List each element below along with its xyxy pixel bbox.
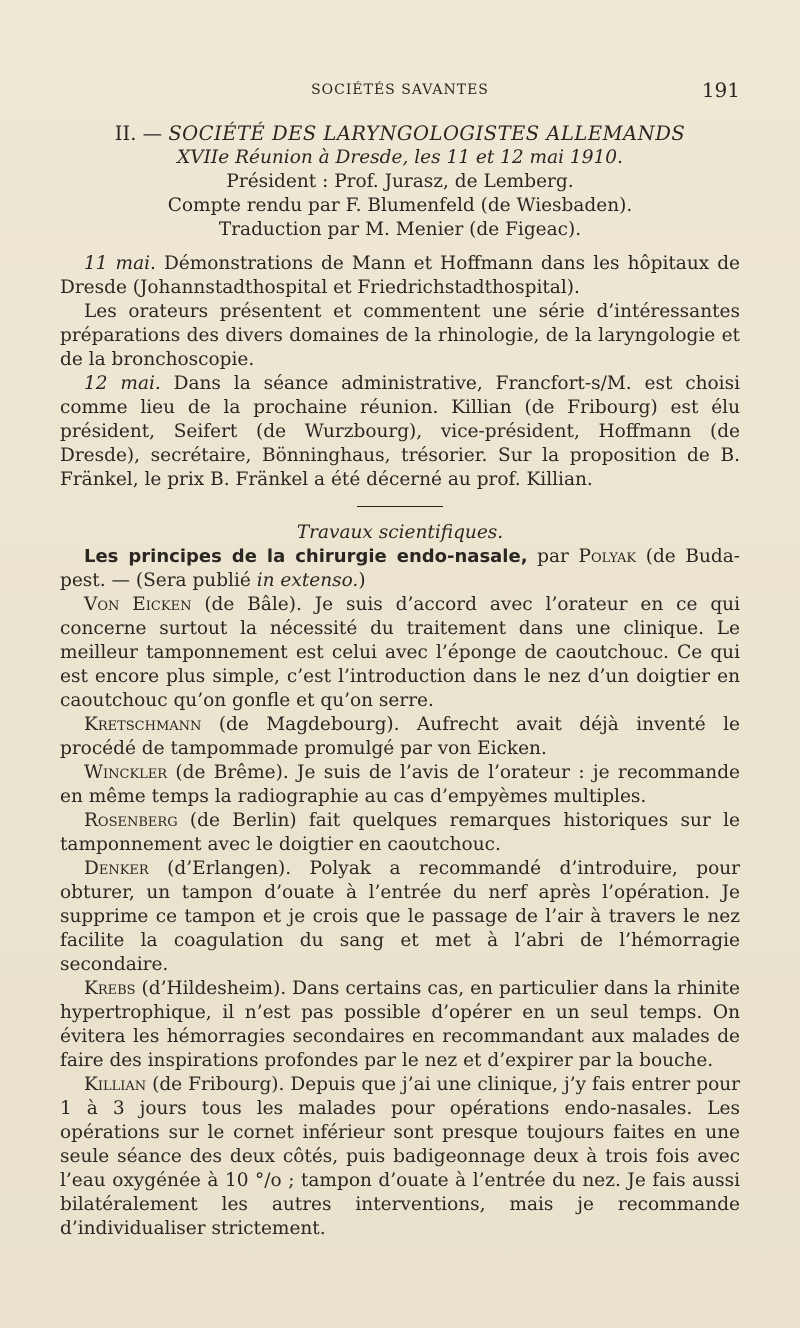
translation-line: Traduction par M. Menier (de Figeac). bbox=[218, 219, 582, 240]
page-body bbox=[60, 122, 740, 1241]
paragraph-11-mai bbox=[60, 252, 740, 300]
discussion-paragraph bbox=[60, 1073, 740, 1241]
paragraph-text: Démonstrations de Mann et Hoffmann dans les hôpitaux de Dresde (Johannstadthospital et Friedrichstadthospital). bbox=[60, 253, 740, 298]
travaux-heading: Travaux scientifiques. bbox=[296, 522, 504, 543]
article-author: Polyak bbox=[578, 546, 637, 567]
discussion-text: (de Magdebourg). Aufrecht avait déjà inventé le procédé de tampommade promulgé par von Eicken. bbox=[60, 714, 740, 759]
author-prefix: par bbox=[527, 546, 579, 567]
discussion-paragraph bbox=[60, 761, 740, 809]
separator-rule bbox=[357, 506, 443, 507]
discussion-text: (de Fribourg). Depuis que j’ai une clinique, j’y fais entrer pour 1 à 3 jours tous les malades pour opérations endo-nasales. Les opérations sur le cornet inférieur sont presque toujours faites en une seule séance des deux côtés, puis badigeonnage deux à trois fois avec l’eau oxygénée à 10 °/o ; tampon d’ouate à l’entrée du nez. Je fais aussi bilatéralement les autres interventions, mais je recommande d’individualiser strictement. bbox=[60, 1074, 740, 1239]
speaker-name: Killian bbox=[84, 1074, 147, 1095]
article-paragraph bbox=[60, 545, 740, 593]
report-line: Compte rendu par F. Blumenfeld (de Wiesbaden). bbox=[167, 195, 633, 216]
discussion-paragraph bbox=[60, 809, 740, 857]
speaker-name: Von Eicken bbox=[84, 594, 192, 615]
discussion-paragraph bbox=[60, 713, 740, 761]
president-line: Président : Prof. Jurasz, de Lemberg. bbox=[226, 171, 574, 192]
in-extenso: in extenso. bbox=[256, 570, 359, 591]
meeting-line: XVIIe Réunion à Dresde, les 11 et 12 mai 1910. bbox=[177, 147, 623, 168]
author-suffix: (de Buda-pest. — (Sera publié bbox=[60, 546, 741, 591]
discussion-text: (de Brême). Je suis de l’avis de l’orateur : je recommande en même temps la radiographie au cas d’empyèmes multiples. bbox=[60, 762, 740, 807]
speaker-name: Krebs bbox=[84, 978, 136, 999]
discussion-text: (d’Hildesheim). Dans certains cas, en particulier dans la rhinite hypertrophique, il n’est pas possible d’opérer en un seul temps. On évitera les hémorragies secondaires en recommandant aux malades de faire des inspirations profondes par le nez et d’expirer par la bouche. bbox=[60, 978, 740, 1071]
society-name: SOCIÉTÉ DES LARYNGOLOGISTES ALLEMANDS bbox=[168, 122, 686, 145]
page-number: 191 bbox=[701, 78, 740, 102]
section-number: II. — bbox=[114, 122, 163, 145]
discussion-text: (d’Erlangen). Polyak a recommandé d’introduire, pour obturer, un tampon d’ouate à l’entrée du nerf après l’opération. Je supprime ce tampon et je crois que le passage de l’air à travers le nez facilite la coagulation du sang et met à l’abri de l’hémorragie secondaire. bbox=[60, 858, 740, 975]
paragraph-text: Dans la séance administrative, Francfort-s/M. est choisi comme lieu de la prochaine réunion. Killian (de Fribourg) est élu président, Seifert (de Wurzbourg), vice-président, Hoffmann (de Dresde), secrétaire, Bönninghaus, trésorier. Sur la proposition de B. Fränkel, le prix B. Fränkel a été décerné au prof. Killian. bbox=[60, 373, 740, 490]
speaker-name: Winckler bbox=[84, 762, 168, 783]
speaker-name: Denker bbox=[84, 858, 149, 879]
discussion-paragraph bbox=[60, 857, 740, 977]
date-12-mai: 12 mai. bbox=[84, 373, 161, 394]
paragraph-orateurs: Les orateurs présentent et commentent une série d’intéressantes préparations des divers domaines de la rhinologie, de la laryngologie et de la bronchoscopie. bbox=[60, 301, 740, 370]
running-title: SOCIÉTÉS SAVANTES bbox=[311, 82, 489, 98]
discussion-text: (de Bâle). Je suis d’accord avec l’orateur en ce qui concerne surtout la nécessité du traitement dans une clinique. Le meilleur tamponnement est celui avec l’éponge de caoutchouc. Ce qui est encore plus simple, c’est l’introduction dans le nez d’un doigtier en caoutchouc qu’on gonfle et qu’on serre. bbox=[60, 594, 740, 711]
date-11-mai: 11 mai. bbox=[84, 253, 156, 274]
discussion-paragraph bbox=[60, 977, 740, 1073]
running-head bbox=[60, 78, 740, 102]
article-title: Les principes de la chirurgie endo-nasale, bbox=[84, 546, 528, 567]
paragraph-12-mai bbox=[60, 372, 740, 492]
article-close: ) bbox=[358, 570, 366, 591]
speaker-name: Kretschmann bbox=[84, 714, 202, 735]
discussion-paragraph bbox=[60, 593, 740, 713]
speaker-name: Rosenberg bbox=[84, 810, 178, 831]
section-title bbox=[60, 122, 740, 146]
discussion-text: (de Berlin) fait quelques remarques historiques sur le tamponnement avec le doigtier en caoutchouc. bbox=[60, 810, 740, 855]
